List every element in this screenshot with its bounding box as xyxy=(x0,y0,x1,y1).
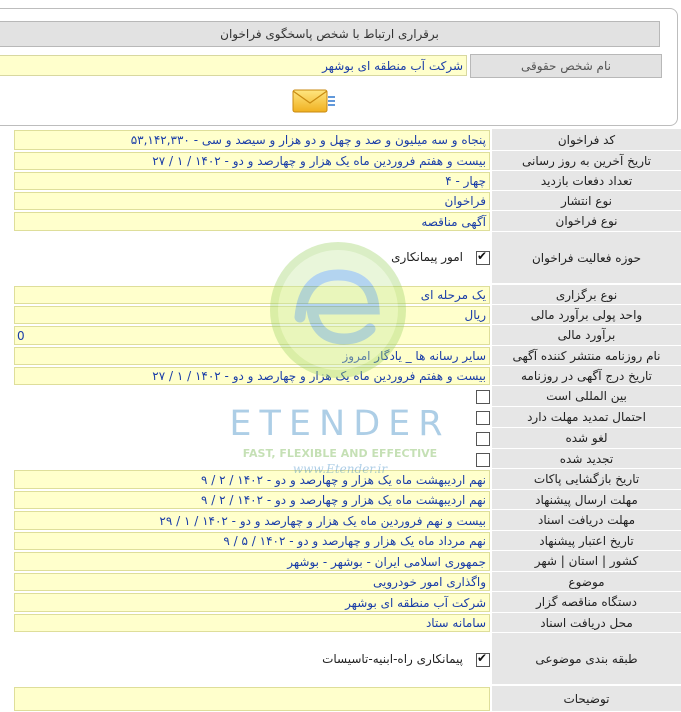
opening-date-value: ۹ / ۲ / ۱۴۰۲ - نهم اردیبهشت ماه یک هزار و چهارصد و دو xyxy=(14,470,490,489)
field-row-validity xyxy=(0,531,681,551)
newspaper-date-label: تاریخ درج آگهی در روزنامه xyxy=(492,366,681,386)
contact-responder-button[interactable]: برقراری ارتباط با شخص پاسخگوی فراخوان xyxy=(0,21,660,47)
organization-value: شرکت آب منطقه ای بوشهر xyxy=(14,593,490,612)
holding-type-value: یک مرحله ای xyxy=(14,286,490,304)
field-row-docs-place xyxy=(0,613,681,633)
activity-area-checkbox[interactable] xyxy=(476,251,490,265)
submit-deadline-value: ۹ / ۲ / ۱۴۰۲ - نهم اردیبهشت ماه یک هزار و چهارصد و دو xyxy=(14,491,490,509)
docs-deadline-label: مهلت دریافت اسناد xyxy=(492,510,681,531)
activity-area-value: امور پیمانکاری xyxy=(391,250,463,264)
renewed-label: تجدید شده xyxy=(492,449,681,469)
description-label: توضیحات xyxy=(492,686,681,712)
category-checkbox[interactable] xyxy=(476,653,490,667)
currency-label: واحد پولی برآورد مالی xyxy=(492,305,681,325)
field-row-tender-code xyxy=(0,129,681,151)
docs-place-label: محل دریافت اسناد xyxy=(492,613,681,633)
legal-person-label: نام شخص حقوقی xyxy=(470,54,662,78)
newspaper-value: سایر رسانه ها _ یادگار امروز xyxy=(14,347,490,365)
visit-count-label: تعداد دفعات بازدید xyxy=(492,171,681,191)
location-value: جمهوری اسلامی ایران - بوشهر - بوشهر xyxy=(14,552,490,571)
subject-label: موضوع xyxy=(492,572,681,592)
field-row-visit-count xyxy=(0,171,681,191)
legal-person-value: شرکت آب منطقه ای بوشهر xyxy=(0,55,467,76)
last-update-value: ۲۷ / ۱ / ۱۴۰۲ - بیست و هفتم فروردین ماه یک هزار و چهارصد و دو xyxy=(14,152,490,170)
field-row-last-update xyxy=(0,151,681,171)
field-row-renewed xyxy=(0,449,681,469)
extension-label: احتمال تمدید مهلت دارد xyxy=(492,407,681,428)
field-row-category xyxy=(0,633,681,685)
field-row-holding-type xyxy=(0,285,681,305)
tender-code-value: ۵۳,۱۴۲,۳۳۰ - پنجاه و سه میلیون و صد و چهل و دو هزار و سیصد و سی xyxy=(14,130,490,150)
tender-type-value: آگهی مناقصه xyxy=(14,212,490,231)
field-row-tender-type xyxy=(0,211,681,232)
docs-deadline-value: ۲۹ / ۱ / ۱۴۰۲ - بیست و نهم فروردین ماه یک هزار و چهارصد و دو xyxy=(14,511,490,530)
validity-label: تاریخ اعتبار پیشنهاد xyxy=(492,531,681,551)
field-row-description xyxy=(0,686,681,712)
subject-value: واگذاری امور خودرویی xyxy=(14,573,490,591)
field-row-opening-date xyxy=(0,469,681,490)
validity-value: ۹ / ۵ / ۱۴۰۲ - نهم مرداد ماه یک هزار و چهارصد و دو xyxy=(14,532,490,550)
newspaper-date-value: ۲۷ / ۱ / ۱۴۰۲ - بیست و هفتم فروردین ماه یک هزار و چهارصد و دو xyxy=(14,367,490,385)
watermark-url: www.Etender.ir xyxy=(292,462,388,475)
field-row-international xyxy=(0,386,681,407)
cancelled-label: لغو شده xyxy=(492,428,681,449)
cancelled-checkbox[interactable] xyxy=(476,432,490,446)
opening-date-label: تاریخ بازگشایی پاکات xyxy=(492,469,681,490)
activity-area-label: حوزه فعالیت فراخوان xyxy=(492,232,681,284)
publish-type-value: فراخوان xyxy=(14,192,490,210)
field-row-cancelled xyxy=(0,428,681,449)
extension-checkbox[interactable] xyxy=(476,411,490,425)
field-row-activity-area xyxy=(0,232,681,284)
field-row-submit-deadline xyxy=(0,490,681,510)
renewed-checkbox[interactable] xyxy=(476,453,490,467)
publish-type-label: نوع انتشار xyxy=(492,191,681,211)
watermark-slogan: FAST, FLEXIBLE AND EFFECTIVE xyxy=(242,447,438,460)
field-row-organization xyxy=(0,592,681,613)
mail-icon[interactable] xyxy=(290,86,336,116)
tender-code-label: کد فراخوان xyxy=(492,129,681,151)
organization-label: دستگاه مناقصه گزار xyxy=(492,592,681,613)
newspaper-label: نام روزنامه منتشر کننده آگهی xyxy=(492,346,681,366)
field-row-currency xyxy=(0,305,681,325)
category-value: پیمانکاری راه-ابنیه-تاسیسات xyxy=(322,652,463,666)
category-label: طبقه بندی موضوعی xyxy=(492,633,681,685)
estimate-value: 0 xyxy=(14,326,490,345)
field-row-newspaper-date xyxy=(0,366,681,386)
holding-type-label: نوع برگزاری xyxy=(492,285,681,305)
tender-type-label: نوع فراخوان xyxy=(492,211,681,232)
field-row-subject xyxy=(0,572,681,592)
docs-place-value: سامانه ستاد xyxy=(14,614,490,632)
currency-value: ریال xyxy=(14,306,490,324)
field-row-extension xyxy=(0,407,681,428)
description-value xyxy=(14,687,490,711)
location-label: کشور | استان | شهر xyxy=(492,551,681,572)
field-row-location xyxy=(0,551,681,572)
watermark-brand: ETENDER xyxy=(229,404,451,444)
submit-deadline-label: مهلت ارسال پیشنهاد xyxy=(492,490,681,510)
international-label: بین المللی است xyxy=(492,386,681,407)
field-row-estimate xyxy=(0,325,681,346)
international-checkbox[interactable] xyxy=(476,390,490,404)
field-row-publish-type xyxy=(0,191,681,211)
estimate-label: برآورد مالی xyxy=(492,325,681,346)
field-row-newspaper xyxy=(0,346,681,366)
last-update-label: تاریخ آخرین به روز رسانی xyxy=(492,151,681,171)
visit-count-value: ۴ - چهار xyxy=(14,172,490,190)
field-row-docs-deadline xyxy=(0,510,681,531)
